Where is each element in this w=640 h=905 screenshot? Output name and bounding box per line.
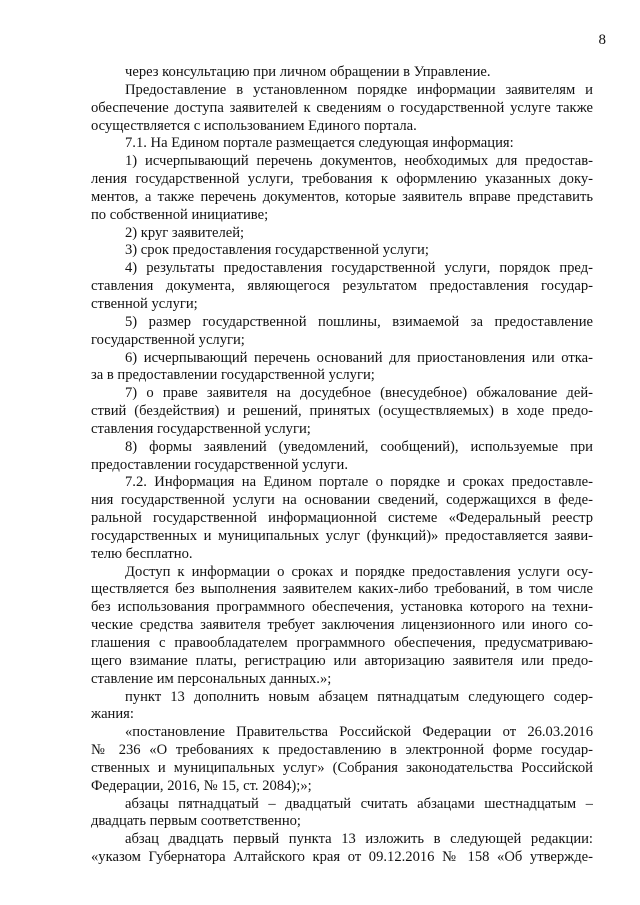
text-line: ственных и муниципальных услуг» (Собрания законодательства Российской [91,759,593,776]
text-line: государственных и муниципальных услуг (функций)» предоставляется заяви- [91,527,593,544]
text-line: государственной услуги; [91,331,245,348]
document-body [91,64,593,867]
text-line: № 236 «О требованиях к предоставлению в электронной форме государ- [91,742,593,759]
text-line: двадцать первым соответственно; [91,813,301,830]
text-line: ставления документа, являющегося результатом предоставления государ- [91,278,593,295]
text-line: щего взимание платы, регистрацию или авторизацию заявителя или предо- [91,652,593,669]
text-line: без использования программного обеспечения, установка которого на техни- [91,599,593,616]
text-line: 7) о праве заявителя на досудебное (внесудебное) обжалование дей- [125,385,593,402]
text-line: жания: [91,706,134,723]
text-line: ствий (бездействия) и решений, принятых (осуществляемых) в ходе предо- [91,403,593,420]
text-line: за в предоставлении государственной услуги; [91,367,375,384]
text-line: ставления государственной услуги; [91,420,311,437]
text-line: «указом Губернатора Алтайского края от 09.12.2016 № 158 «Об утвержде- [91,849,593,866]
text-line: ставление им персональных данных.»; [91,670,332,687]
text-line: «постановление Правительства Российской Федерации от 26.03.2016 [125,724,593,741]
text-line: 4) результаты предоставления государственной услуги, порядок пред- [125,260,593,277]
text-line: пункт 13 дополнить новым абзацем пятнадцатым следующего содер- [125,688,593,705]
text-line: 5) размер государственной пошлины, взимаемой за предоставление [125,313,593,330]
text-line: ческие средства заявителя требует заключения лицензионного или иного со- [91,617,593,634]
text-line: ственной услуги; [91,295,198,312]
text-line: 7.1. На Едином портале размещается следующая информация: [125,135,514,152]
text-line: осуществляется с использованием Единого портала. [91,117,417,134]
text-line: ральной государственной информационной системе «Федеральный реестр [91,510,593,527]
text-line: 2) круг заявителей; [125,224,245,241]
text-line: абзацы пятнадцатый – двадцатый считать абзацами шестнадцатым – [125,795,593,812]
text-line: обеспечение доступа заявителей к сведениям о государственной услуге также [91,99,593,116]
page-number: 8 [598,32,606,48]
text-line: Доступ к информации о сроках и порядке предоставления услуги осу- [125,563,593,580]
text-line: через консультацию при личном обращении в Управление. [125,64,491,80]
text-line: глашения с правообладателем программного обеспечения, предусматриваю- [91,635,593,651]
text-line: 6) исчерпывающий перечень оснований для приостановления или отка- [125,349,593,366]
text-line: 7.2. Информация на Едином портале о порядке и сроках предоставле- [125,474,593,491]
text-line: ления государственной услуги, требования к оформлению указанных доку- [91,171,593,188]
text-line: ществляется без выполнения заявителем каких-либо требований, в том числе [91,581,593,598]
text-line: ментов, а также перечень документов, которые заявитель вправе представить [91,188,593,205]
text-line: предоставлении государственной услуги. [91,456,348,473]
text-line: абзац двадцать первый пункта 13 изложить в следующей редакции: [125,831,593,848]
text-line: 1) исчерпывающий перечень документов, необходимых для предостав- [125,153,593,170]
text-line: 3) срок предоставления государственной услуги; [125,242,429,259]
text-line: телю бесплатно. [91,545,193,562]
text-line: Предоставление в установленном порядке информации заявителям и [125,81,593,98]
text-line: 8) формы заявлений (уведомлений, сообщений), используемые при [125,438,593,455]
text-line: по собственной инициативе; [91,206,269,223]
text-line: ния государственной услуги на основании сведений, содержащихся в феде- [91,492,593,509]
text-line: Федерации, 2016, № 15, ст. 2084);»; [91,777,312,794]
